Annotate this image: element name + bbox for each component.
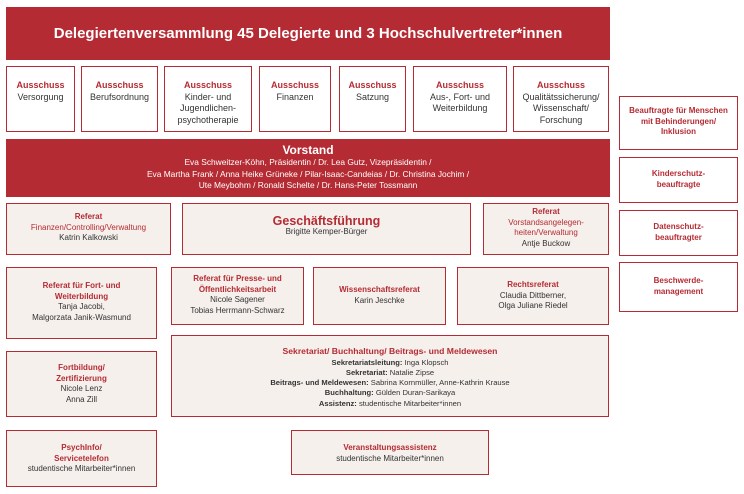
legal-person: Claudia Dittberner, [499,290,567,300]
secretariat-row-label: Sekretariatsleitung: [331,357,403,367]
committee-name-line: Kinder- und [184,91,232,102]
secretariat-row [172,378,608,388]
finance-department-box [6,203,171,255]
legal-department-box [457,267,609,325]
board-affairs-label: Referat [532,207,560,216]
committee-name-line: Aus-, Fort- und [429,91,491,102]
board-affairs-person: Antje Buckow [521,238,571,248]
committee-label: Ausschuss [348,80,397,90]
committee-kjp [164,66,252,132]
committee-label: Ausschuss [270,80,320,90]
press-title-line: Öffentlichkeitsarbeit [198,284,277,294]
board-affairs-box [483,203,609,255]
press-person: Nicole Sagener [210,295,265,304]
board-title: Vorstand [282,143,334,157]
psychinfo-title-line: Servicetelefon [54,453,109,463]
press-person: Tobias Herrmann-Schwarz [190,305,285,315]
committee-name: Finanzen [276,91,314,102]
certification-title-line: Zertifizierung [56,373,107,383]
complaints-box [619,262,738,312]
committee-versorgung [6,66,75,132]
psychinfo-box [6,430,157,487]
committee-label: Ausschuss [183,80,233,90]
child-protection-box [619,157,738,203]
board-affairs-dept-line: Vorstandsangelegen- [508,217,584,227]
science-title: Wissenschaftsreferat [339,285,420,294]
committee-berufsordnung [81,66,158,132]
board-members-line: Ute Meybohm / Ronald Schelte / Dr. Hans-Peter Tossmann [198,180,418,191]
data-protection-line: beauftragter [655,232,702,242]
disability-officer-line: mit Behinderungen/ [640,116,717,126]
committee-name-line: Wissenschaft/ [532,103,590,113]
committee-qualitaet [513,66,609,132]
training-person: Tanja Jacobi, [58,302,105,311]
certification-title-line: Fortbildung/ [58,363,105,372]
complaints-line: management [653,286,704,296]
management-box [182,203,471,255]
committee-name: Versorgung [17,91,64,102]
child-protection-line: beauftragte [656,179,701,189]
committee-name-line: Weiterbildung [432,103,488,113]
board-members-line: Eva Martha Frank / Anna Heike Grüneke / Pilar-Isaac-Candeias / Dr. Christina Jochim / [146,168,470,179]
management-person: Brigitte Kemper-Bürger [285,226,368,236]
committee-name-line: Jugendlichen- [179,103,237,113]
disability-officer-box [619,96,738,150]
assembly-title: Delegiertenversammlung 45 Delegierte und 3 Hochschulvertreter*innen [53,25,563,42]
training-title-line: Weiterbildung [54,291,109,301]
committee-label: Ausschuss [536,80,586,90]
secretariat-row-label: Sekretariat: [345,367,388,377]
legal-title: Rechtsreferat [507,280,559,289]
psychinfo-title-line: PsychInfo/ [61,443,102,452]
child-protection-line: Kinderschutz- [651,169,706,178]
board-box [6,139,610,197]
secretariat-row-label: Assistenz: [318,398,357,408]
secretariat-row-value: Inga Klopsch [404,357,449,367]
committee-name-line: Qualitätssicherung/ [522,91,600,102]
events-box [291,430,489,475]
secretariat-row [172,388,608,398]
secretariat-row [172,358,608,368]
science-person: Karin Jeschke [354,295,405,305]
committee-label: Ausschuss [16,80,65,90]
certification-box [6,351,157,417]
secretariat-row [172,399,608,409]
management-title: Geschäftsführung [272,214,381,228]
press-department-box [171,267,304,325]
legal-person: Olga Juliane Riedel [498,301,568,310]
secretariat-row [172,368,608,378]
assembly-box [6,7,610,60]
psychinfo-person: studentische Mitarbeiter*innen [27,464,136,473]
secretariat-row-label: Beitrags- und Meldewesen: [270,378,369,388]
committee-satzung [339,66,406,132]
committee-name: Berufsordnung [89,91,150,102]
committee-name-line: Forschung [539,114,583,125]
press-title-line: Referat für Presse- und [193,274,282,283]
data-protection-line: Datenschutz- [653,222,704,231]
secretariat-row-label: Buchhaltung: [324,388,374,398]
events-title: Veranstaltungsassistenz [343,443,437,452]
committee-aus-fort-weiterbildung [413,66,507,132]
complaints-line: Beschwerde- [653,276,704,285]
training-department-box [6,267,157,339]
finance-dept: Finanzen/Controlling/Verwaltung [30,222,147,232]
secretariat-row-value: Natalie Zipse [389,367,435,377]
disability-officer-line: Beauftragte für Menschen [629,106,728,115]
secretariat-row-value: Sabrina Kornmüller, Anne-Kathrin Krause [370,378,510,388]
finance-label: Referat [74,212,103,221]
data-protection-box [619,210,738,256]
committee-name-line: psychotherapie [177,114,239,125]
secretariat-box [171,335,609,417]
committee-finanzen [259,66,331,132]
certification-person: Anna Zill [65,394,98,404]
board-affairs-dept-line: heiten/Verwaltung [514,228,578,237]
certification-person: Nicole Lenz [60,384,103,393]
committee-label: Ausschuss [435,80,485,90]
training-person: Malgorzata Janik-Wasmund [32,312,131,322]
secretariat-row-value: studentische Mitarbeiter*innen [358,398,462,408]
finance-person: Katrin Kalkowski [59,233,118,242]
board-members-line: Eva Schweitzer-Köhn, Präsidentin / Dr. Lea Gutz, Vizepräsidentin / [184,157,432,167]
training-title-line: Referat für Fort- und [42,281,121,290]
events-person: studentische Mitarbeiter*innen [336,453,444,463]
committee-label: Ausschuss [95,80,144,90]
secretariat-row-value: Gülden Duran-Sarikaya [375,388,456,398]
secretariat-title: Sekretariat/ Buchhaltung/ Beitrags- und Meldewesen [282,346,498,356]
committee-name: Satzung [355,91,390,102]
science-department-box [313,267,446,325]
disability-officer-line: Inklusion [660,127,697,136]
